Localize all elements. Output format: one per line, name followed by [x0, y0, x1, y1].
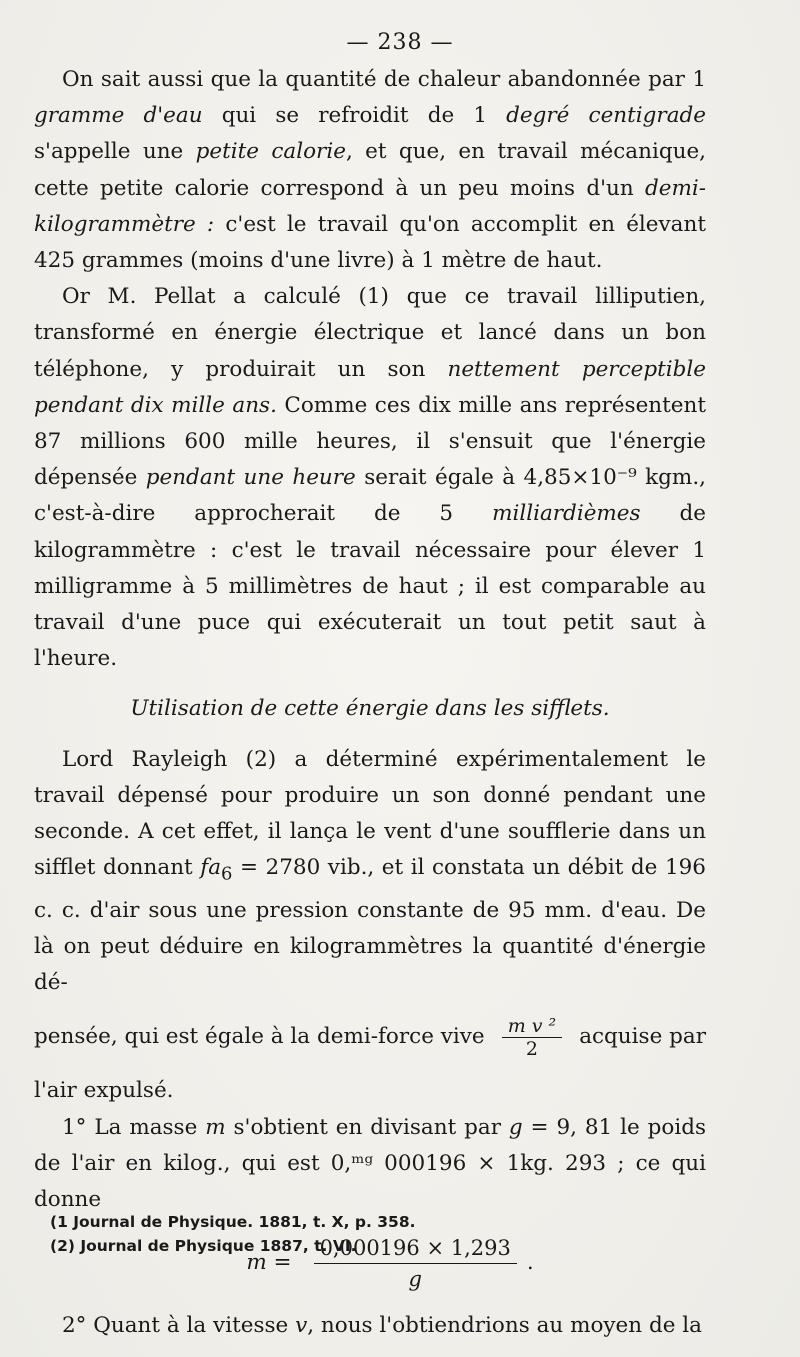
equation-period: . [526, 1250, 534, 1276]
italic-run: m [205, 1114, 226, 1140]
text-run: = 9, 81 le poids de l'air en kilog., qui est 0,ᵐᵍ 000196 × 1kg. 293 ; ce qui donne [34, 1114, 706, 1212]
text-run: c'est le travail qu'on accomplit en élevant 425 grammes (moins d'une livre) à 1 mètre de haut. [34, 211, 706, 274]
footnotes [50, 1210, 750, 1258]
paragraph-2 [34, 279, 706, 677]
text-run: 1° La masse [62, 1114, 206, 1140]
footnote-1: (1 Journal de Physique. 1881, t. X, p. 358. [50, 1213, 416, 1231]
text-run: Lord Rayleigh (2) a déterminé expérimentalement le travail dépensé pour produire un son donné pendant une seconde. A cet effet, il lança le vent d'une soufflerie dans un sifflet donnant [34, 746, 706, 881]
text-run: s'obtient en divisant par [225, 1114, 509, 1140]
paragraph-3-end: l'air expulsé. [34, 1078, 174, 1104]
equation-lhs: m = [246, 1250, 292, 1276]
text-run: de kilogrammètre : c'est le travail nécessaire pour élever 1 milligramme à 5 millimètres de haut ; il est comparable au travail d'une puce qui exécuterait un tout petit saut à l'heure. [34, 501, 706, 672]
text-run: = 2780 vib., et il constata un débit de 196 c. c. d'air sous une pression constante de 95 mm. d'eau. De là on peut déduire en kilogrammètres la quantité d'énergie dé- [34, 855, 706, 996]
italic-run: v [295, 1313, 308, 1339]
text-run: , nous l'obtiendrions au moyen de la [307, 1313, 702, 1339]
subscript: 6 [221, 863, 233, 885]
footnote-2: (2) Journal de Physique 1887, t. VI. [50, 1237, 357, 1255]
fraction-kinetic [502, 1015, 562, 1060]
fraction-numerator: m v ² [507, 1014, 557, 1037]
italic-run: milliardièmes [492, 501, 641, 527]
text-run: 2° Quant à la vitesse [62, 1313, 296, 1339]
italic-run: fa [200, 855, 222, 881]
text-run: , et que, en travail mécanique, cette petite calorie correspond à un peu moins d'un [34, 139, 707, 201]
text-run: serait égale à 4,85×10⁻⁹ kgm., c'est-à-dire approcherait de 5 [34, 465, 706, 527]
page-body [34, 62, 706, 1344]
paragraph-5 [34, 1308, 706, 1344]
paragraph-1 [34, 62, 706, 279]
italic-run: pendant une heure [145, 465, 356, 491]
italic-run: g [508, 1114, 523, 1140]
paragraph-3 [34, 742, 706, 1002]
italic-run: nettement perceptible pendant dix mille ans. [34, 356, 706, 418]
text-run: pensée, qui est égale à la demi-force vive [34, 1024, 485, 1050]
page-number: — 238 — [346, 30, 454, 55]
text-run: qui se refroidit de 1 [202, 103, 507, 129]
formula-line [34, 1001, 706, 1073]
text-run: s'appelle une [34, 139, 196, 165]
italic-run: demi-kilogrammètre : [34, 175, 706, 237]
text-run: Or M. Pellat a calculé (1) que ce travail lilliputien, transformé en énergie électrique et lancé dans un bon téléphone, y produirait un son [34, 284, 706, 382]
fraction-numerator: 0,000196 × 1,293 [319, 1235, 511, 1260]
paragraph-4 [34, 1110, 706, 1219]
fraction-denominator: 2 [525, 1037, 538, 1060]
fraction-denominator: g [408, 1266, 422, 1291]
italic-run: petite calorie [195, 139, 346, 165]
italic-run: degré centigrade [506, 103, 707, 129]
text-run: Comme ces dix mille ans représentent 87 millions 600 mille heures, il s'ensuit que l'énergie dépensée [34, 392, 706, 491]
italic-run: gramme d'eau [34, 103, 203, 129]
text-run: acquise par [579, 1024, 706, 1050]
section-title: Utilisation de cette énergie dans les sifflets. [130, 696, 610, 722]
text-run: On sait aussi que la quantité de chaleur abandonnée par 1 [62, 67, 706, 92]
